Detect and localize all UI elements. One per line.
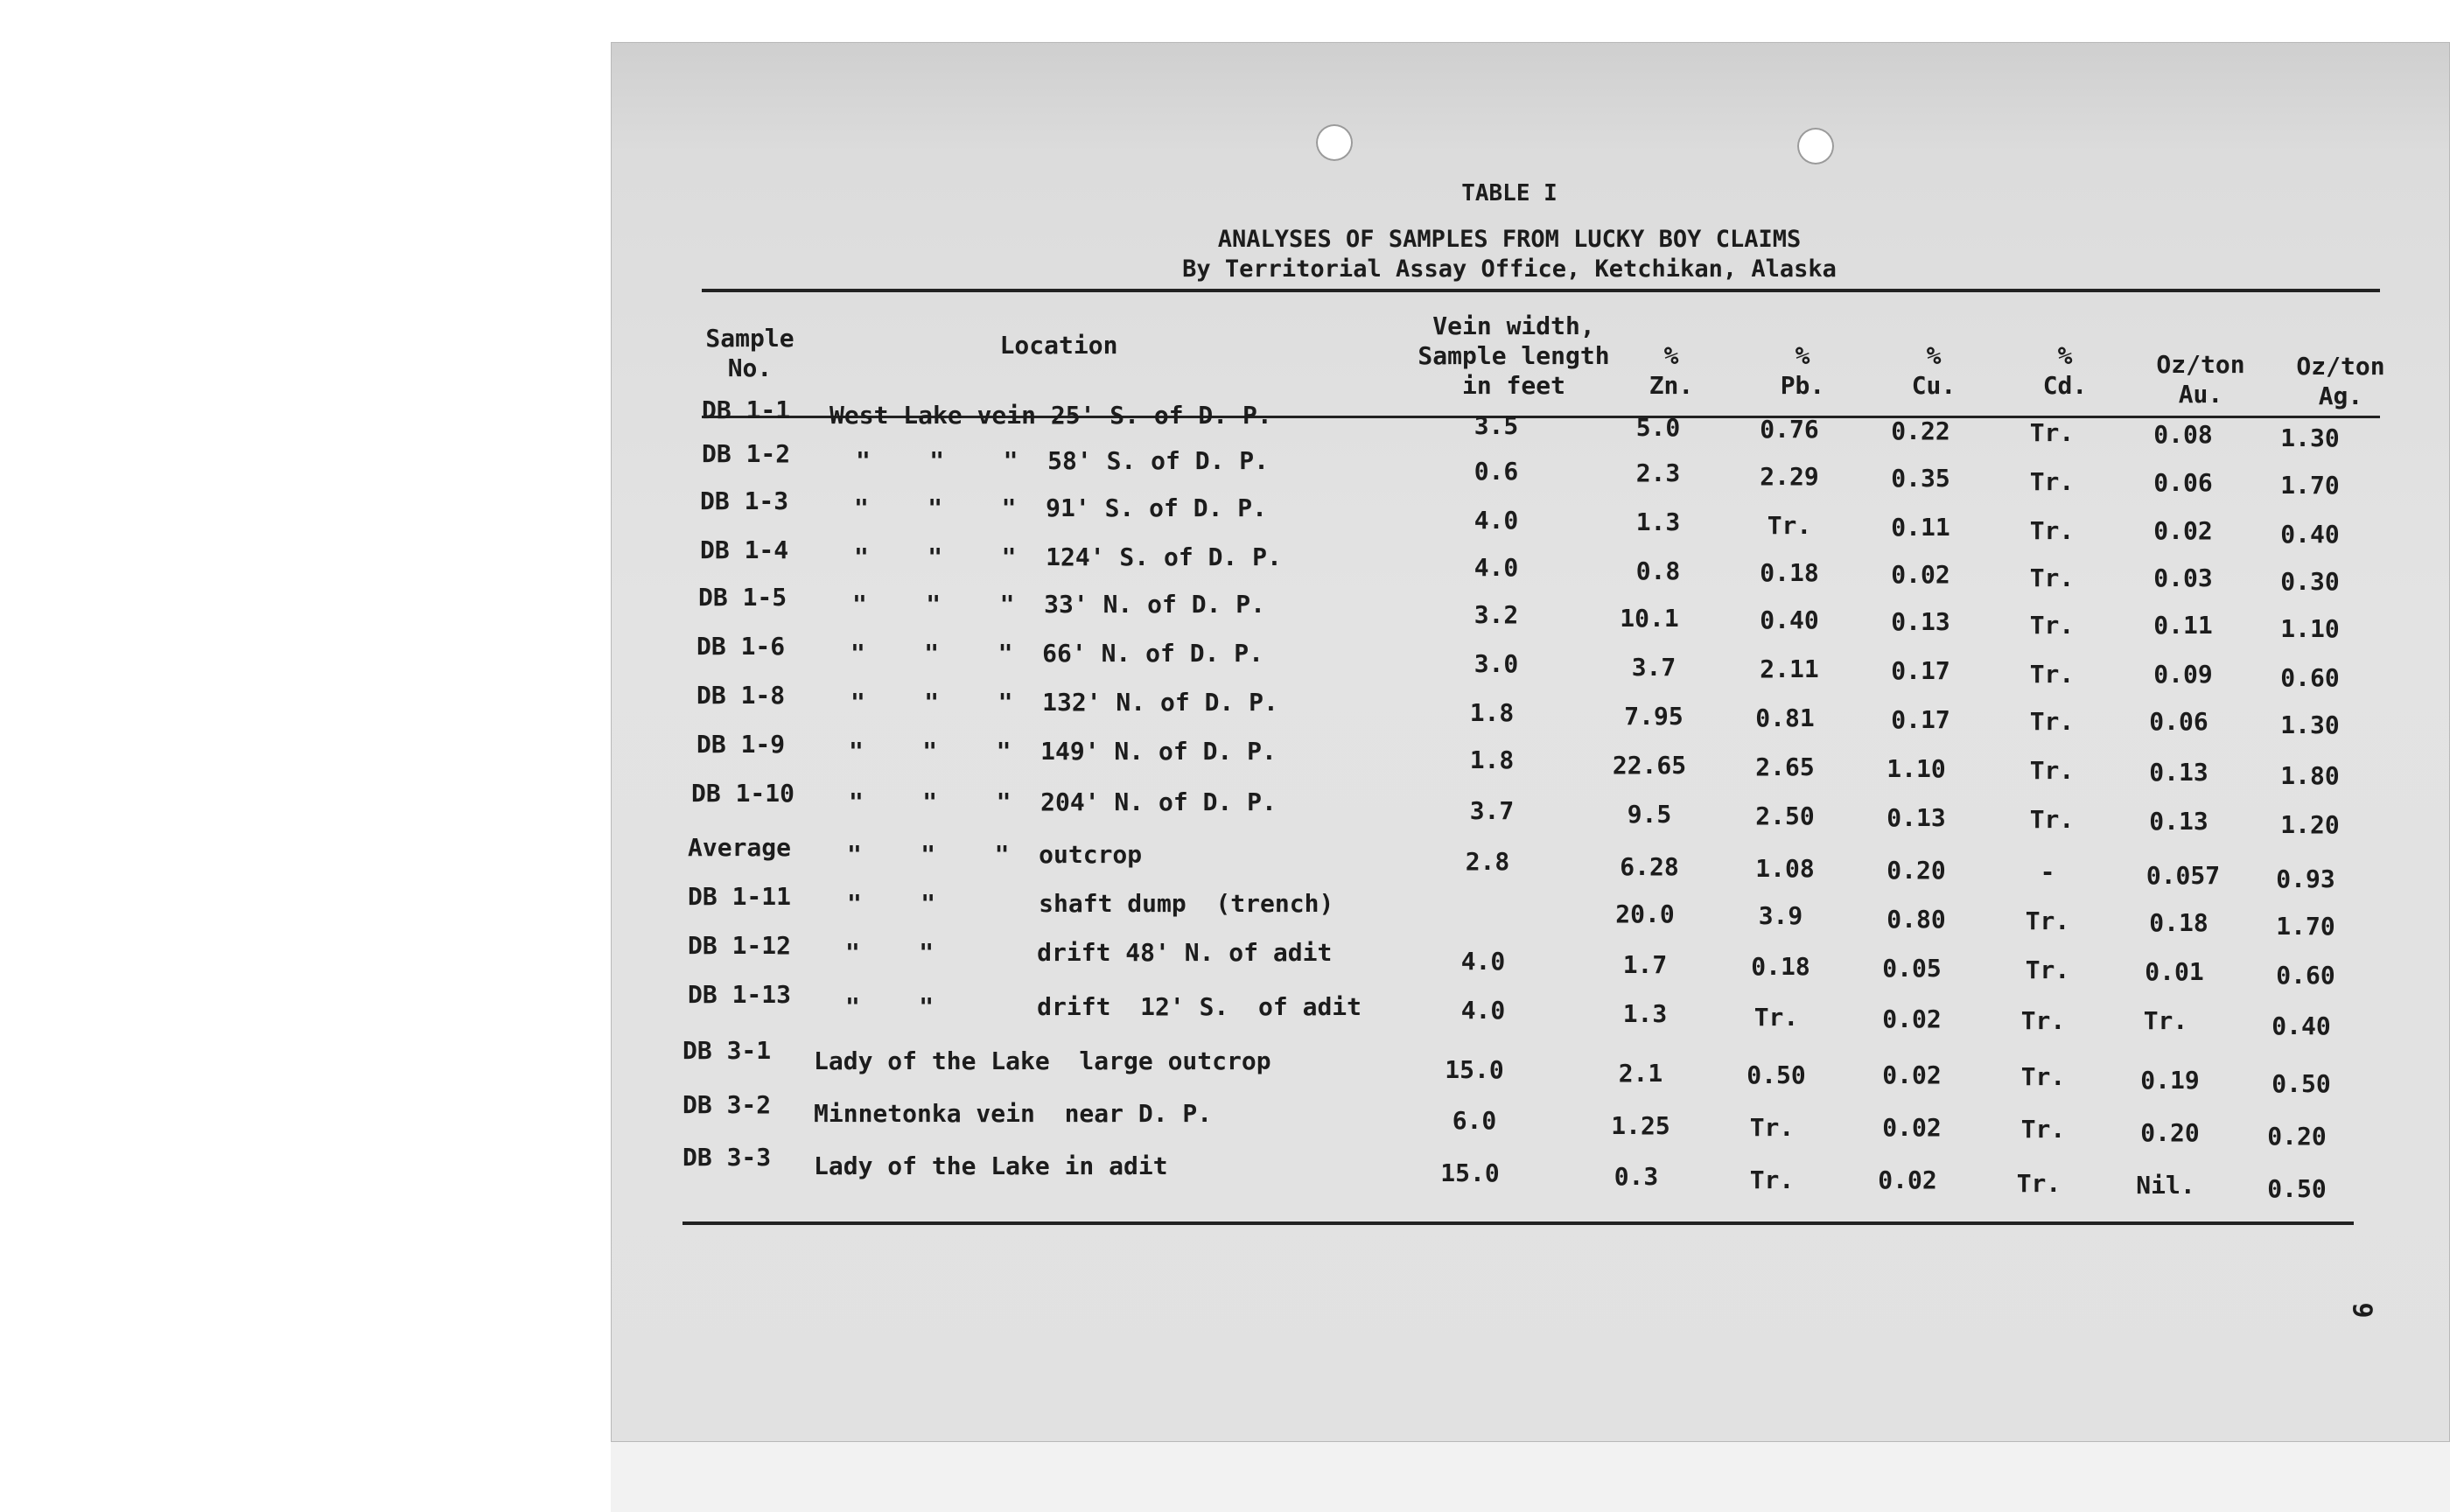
copper-percent: 0.02	[1882, 1113, 1942, 1142]
zinc-percent: 3.7	[1631, 653, 1676, 682]
sample-location: Lady of the Lake large outcrop	[814, 1046, 1271, 1075]
gold-oz-per-ton: 0.20	[2140, 1118, 2200, 1147]
copper-percent: 0.13	[1891, 607, 1950, 636]
cadmium-percent: Tr.	[2029, 707, 2075, 736]
header-pb-line-2: Pb.	[1780, 371, 1825, 400]
copper-percent: 0.02	[1878, 1166, 1937, 1194]
zinc-percent: 10.1	[1620, 604, 1679, 633]
copper-percent: 0.20	[1886, 856, 1946, 885]
header-location-line-1: Location	[999, 331, 1118, 360]
silver-oz-per-ton: 1.30	[2280, 710, 2340, 739]
copper-percent: 1.10	[1886, 754, 1946, 783]
vein-width: 15.0	[1440, 1158, 1500, 1187]
header-cd	[2004, 341, 2126, 401]
sample-number: DB 1-3	[700, 486, 789, 515]
header-width-line-1: Vein width,	[1432, 312, 1595, 340]
sample-number: DB 1-4	[700, 536, 789, 564]
sample-number: DB 3-3	[682, 1143, 772, 1172]
gold-oz-per-ton: 0.06	[2149, 707, 2208, 736]
copper-percent: 0.11	[1891, 513, 1950, 542]
zinc-percent: 0.3	[1614, 1162, 1659, 1191]
lead-percent: Tr.	[1749, 1113, 1795, 1142]
sample-location: West Lake vein 25' S. of D. P.	[830, 401, 1272, 430]
sample-location: Minnetonka vein near D. P.	[814, 1099, 1213, 1128]
sample-location: " " shaft dump (trench)	[847, 889, 1334, 918]
zinc-percent: 1.7	[1622, 950, 1668, 979]
lead-percent: 0.81	[1755, 704, 1815, 732]
zinc-percent: 1.3	[1622, 999, 1668, 1028]
vein-width: 3.0	[1474, 649, 1519, 678]
silver-oz-per-ton: 0.40	[2272, 1012, 2331, 1040]
silver-oz-per-ton: 1.30	[2280, 424, 2340, 452]
sample-location: " " " 58' S. of D. P.	[856, 446, 1270, 475]
top-rule	[702, 289, 2380, 292]
copper-percent: 0.22	[1891, 416, 1950, 445]
copper-percent: 0.13	[1886, 803, 1946, 832]
zinc-percent: 6.28	[1620, 852, 1679, 881]
sample-number: DB 1-8	[696, 681, 786, 710]
sample-number: DB 3-1	[682, 1036, 772, 1065]
silver-oz-per-ton: 0.40	[2280, 520, 2340, 549]
cadmium-percent: Tr.	[2029, 564, 2075, 592]
lead-percent: 1.08	[1755, 854, 1815, 883]
zinc-percent: 22.65	[1612, 751, 1687, 780]
sample-location: " " " 132' N. of D. P.	[850, 688, 1278, 717]
cadmium-percent: Tr.	[2029, 467, 2075, 496]
header-pb-line-1: %	[1795, 341, 1810, 370]
sample-number: DB 1-10	[691, 779, 795, 808]
page-bottom-edge	[611, 1442, 2450, 1512]
gold-oz-per-ton: 0.11	[2153, 611, 2213, 640]
copper-percent: 0.02	[1882, 1004, 1942, 1033]
header-ag-line-2: Ag.	[2318, 382, 2363, 410]
bottom-rule	[682, 1222, 2354, 1225]
punch-hole-right	[1797, 128, 1834, 164]
vein-width: 6.0	[1452, 1106, 1497, 1135]
gold-oz-per-ton: 0.03	[2153, 564, 2213, 592]
header-cu-line-2: Cu.	[1911, 371, 1956, 400]
vein-width: 1.8	[1469, 746, 1515, 774]
sample-location: " " drift 12' S. of adit	[845, 992, 1362, 1021]
gold-oz-per-ton: 0.02	[2153, 516, 2213, 545]
copper-percent: 0.35	[1891, 464, 1950, 493]
header-au-line-2: Au.	[2178, 380, 2223, 409]
header-width-line-2: Sample length	[1418, 341, 1610, 370]
sample-location: " " " 124' S. of D. P.	[854, 542, 1282, 571]
gold-oz-per-ton: 0.057	[2146, 861, 2221, 890]
zinc-percent: 9.5	[1627, 800, 1672, 829]
gold-oz-per-ton: 0.19	[2140, 1066, 2200, 1095]
sample-location: " " " outcrop	[847, 840, 1143, 869]
copper-percent: 0.17	[1891, 656, 1950, 685]
vein-width: 4.0	[1460, 947, 1506, 976]
vein-width: 3.2	[1474, 600, 1519, 629]
gold-oz-per-ton: 0.08	[2153, 420, 2213, 449]
header-ag-line-1: Oz/ton	[2296, 352, 2385, 381]
vein-width: 4.0	[1460, 996, 1506, 1025]
sample-location: " " " 33' N. of D. P.	[852, 590, 1266, 619]
silver-oz-per-ton: 1.70	[2280, 471, 2340, 500]
header-cu-line-1: %	[1926, 341, 1942, 370]
lead-percent: Tr.	[1767, 511, 1812, 540]
punch-hole-left	[1316, 124, 1353, 161]
zinc-percent: 2.3	[1635, 458, 1681, 487]
copper-percent: 0.02	[1882, 1060, 1942, 1089]
sample-location: " " " 91' S. of D. P.	[854, 494, 1268, 522]
silver-oz-per-ton: 0.60	[2276, 961, 2335, 990]
gold-oz-per-ton: Tr.	[2143, 1006, 2188, 1035]
vein-width: 4.0	[1474, 506, 1519, 535]
table-label: TABLE I	[1461, 180, 1558, 206]
lead-percent: 2.29	[1760, 462, 1819, 491]
lead-percent: 2.11	[1760, 654, 1819, 683]
copper-percent: 0.02	[1891, 560, 1950, 589]
cadmium-percent: Tr.	[2025, 956, 2070, 984]
lead-percent: 0.76	[1760, 415, 1819, 444]
silver-oz-per-ton: 1.10	[2280, 614, 2340, 643]
header-sample-line-1: Sample	[705, 324, 794, 353]
scan-margin	[0, 0, 611, 1512]
lead-percent: 0.40	[1760, 606, 1819, 634]
vein-width: 0.6	[1474, 457, 1519, 486]
lead-percent: 3.9	[1758, 901, 1803, 930]
page-number: 9	[2346, 1302, 2377, 1319]
header-cu	[1872, 341, 1995, 401]
header-au-line-1: Oz/ton	[2156, 350, 2245, 379]
cadmium-percent: Tr.	[2029, 660, 2075, 689]
cadmium-percent: Tr.	[2029, 516, 2075, 545]
zinc-percent: 2.1	[1618, 1059, 1663, 1088]
header-width	[1400, 312, 1628, 401]
cadmium-percent: Tr.	[2029, 611, 2075, 640]
header-zn	[1610, 341, 1732, 401]
vein-width: 1.8	[1469, 698, 1515, 727]
header-ag	[2275, 352, 2406, 411]
cadmium-percent: Tr.	[2020, 1115, 2066, 1144]
zinc-percent: 20.0	[1615, 900, 1675, 928]
silver-oz-per-ton: 0.30	[2280, 567, 2340, 596]
sample-number: DB 1-2	[702, 439, 791, 468]
cadmium-percent: Tr.	[2016, 1169, 2062, 1198]
cadmium-percent: Tr.	[2029, 805, 2075, 834]
table-subtitle: By Territorial Assay Office, Ketchikan, Alaska	[1182, 256, 1837, 283]
cadmium-percent: Tr.	[2029, 756, 2075, 785]
gold-oz-per-ton: 0.09	[2153, 660, 2213, 689]
header-au	[2135, 350, 2266, 410]
header-zn-line-1: %	[1663, 341, 1679, 370]
zinc-percent: 1.25	[1611, 1111, 1670, 1140]
copper-percent: 0.05	[1882, 954, 1942, 983]
header-sample	[684, 324, 816, 383]
cadmium-percent: Tr.	[2020, 1062, 2066, 1091]
silver-oz-per-ton: 0.93	[2276, 864, 2335, 893]
sample-number: DB 1-1	[702, 396, 791, 424]
cadmium-percent: Tr.	[2025, 906, 2070, 935]
vein-width: 4.0	[1474, 553, 1519, 582]
sample-number: DB 1-9	[696, 730, 786, 759]
vein-width: 2.8	[1465, 847, 1510, 876]
vein-width: 3.5	[1474, 411, 1519, 440]
silver-oz-per-ton: 0.50	[2267, 1174, 2327, 1203]
header-width-line-3: in feet	[1461, 371, 1565, 400]
table-title: ANALYSES OF SAMPLES FROM LUCKY BOY CLAIMS	[1217, 226, 1802, 253]
sample-number: Average	[688, 833, 792, 862]
zinc-percent: 1.3	[1635, 508, 1681, 536]
vein-width: 3.7	[1469, 796, 1515, 825]
sample-number: DB 1-13	[688, 980, 792, 1009]
zinc-percent: 5.0	[1635, 413, 1681, 442]
sample-number: DB 1-6	[696, 632, 786, 661]
silver-oz-per-ton: 0.50	[2272, 1069, 2331, 1098]
lead-percent: Tr.	[1754, 1003, 1799, 1032]
sample-number: DB 1-11	[688, 882, 792, 911]
silver-oz-per-ton: 0.20	[2267, 1122, 2327, 1151]
lead-percent: 0.18	[1751, 952, 1810, 981]
sample-location: Lady of the Lake in adit	[814, 1152, 1168, 1180]
lead-percent: Tr.	[1749, 1166, 1795, 1194]
sample-location: " " " 204' N. of D. P.	[849, 788, 1277, 816]
copper-percent: 0.17	[1891, 705, 1950, 734]
lead-percent: 0.18	[1760, 558, 1819, 587]
lead-percent: 2.50	[1755, 802, 1815, 830]
silver-oz-per-ton: 1.80	[2280, 761, 2340, 790]
gold-oz-per-ton: 0.13	[2149, 807, 2208, 836]
silver-oz-per-ton: 0.60	[2280, 663, 2340, 692]
cadmium-percent: Tr.	[2020, 1006, 2066, 1035]
silver-oz-per-ton: 1.20	[2280, 810, 2340, 839]
header-location	[928, 331, 1190, 360]
sample-number: DB 1-12	[688, 931, 792, 960]
header-cd-line-2: Cd.	[2042, 371, 2088, 400]
silver-oz-per-ton: 1.70	[2276, 912, 2335, 941]
lead-percent: 2.65	[1755, 752, 1815, 781]
header-sample-line-2: No.	[727, 354, 773, 382]
copper-percent: 0.80	[1886, 905, 1946, 934]
gold-oz-per-ton: 0.01	[2145, 957, 2204, 986]
header-cd-line-1: %	[2057, 341, 2073, 370]
sample-number: DB 1-5	[698, 583, 788, 612]
gold-oz-per-ton: 0.13	[2149, 758, 2208, 787]
sample-location: " " " 149' N. of D. P.	[849, 737, 1277, 766]
zinc-percent: 0.8	[1635, 556, 1681, 585]
sample-location: " " drift 48' N. of adit	[845, 938, 1333, 967]
vein-width: 15.0	[1445, 1055, 1504, 1084]
cadmium-percent: Tr.	[2029, 418, 2075, 447]
gold-oz-per-ton: 0.18	[2149, 908, 2208, 937]
lead-percent: 0.50	[1746, 1060, 1806, 1089]
gold-oz-per-ton: 0.06	[2153, 468, 2213, 497]
header-zn-line-2: Zn.	[1648, 371, 1694, 400]
cadmium-percent: -	[2040, 858, 2055, 886]
sample-location: " " " 66' N. of D. P.	[850, 639, 1264, 668]
header-pb	[1741, 341, 1864, 401]
sample-number: DB 3-2	[682, 1090, 772, 1119]
zinc-percent: 7.95	[1624, 702, 1684, 731]
gold-oz-per-ton: Nil.	[2136, 1171, 2195, 1200]
